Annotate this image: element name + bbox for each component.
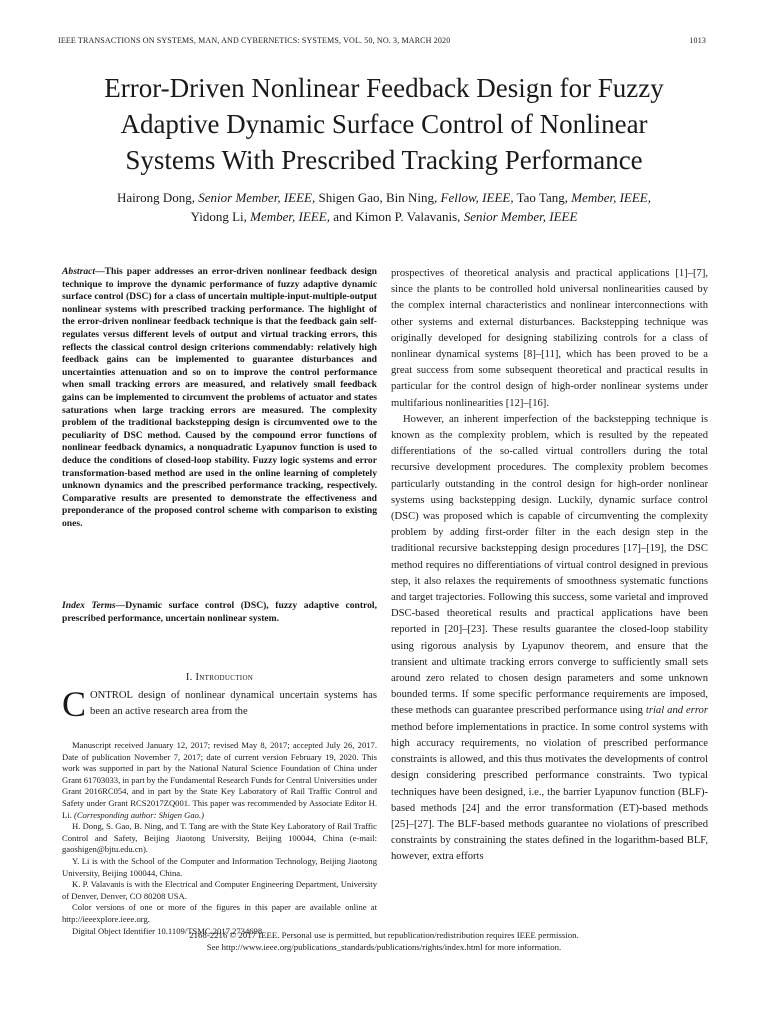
corresponding-author: (Corresponding author: Shigen Gao.) bbox=[73, 809, 204, 820]
author-list bbox=[30, 188, 738, 226]
author-role: Senior Member, IEEE bbox=[463, 209, 578, 224]
author-role: Fellow, IEEE, bbox=[440, 190, 514, 205]
intro-text: design of nonlinear dynamical uncertain systems has been an active research area from the bbox=[90, 690, 377, 717]
abstract-label: Abstract bbox=[62, 266, 96, 277]
author-role: Member, IEEE, bbox=[250, 209, 330, 224]
intro-caps: ONTROL bbox=[90, 690, 133, 701]
authors-line-2 bbox=[30, 207, 738, 226]
index-terms-text: —Dynamic surface control (DSC), fuzzy adaptive control, prescribed performance, uncertain nonlinear system. bbox=[62, 600, 377, 624]
right-paragraph-2: However, an inherent imperfection of the backstepping technique is known as the complexity problem, which is resulted by the repeated differentiations of the so-called virtual controllers during the total recursive development procedures. The complexity problem becomes particularly outstanding in the control design for high-order nonlinear systems using backstepping design. Luckily, dynamic surface control (DSC) was proposed which is capable of circumventing the complexity problem by adding first-order filter in the each design step in the traditional recursive backstepping design procedures [17]–[19], the DSC method requires no differentiations of virtual control designed in previous step, it also relaxes the requirements of smoothness systematic functions and target trajectories. Following this success, some varietal and improved DSC-based theoretical results and practical applications have been reported in [20]–[23]. These results guarantee the closed-loop stability using rigorous analysis by Lyapunov theorem, and ensure that the transient and ultimate tracking errors converge to sufficiently small sets around zero related to chosen design parameters and some unknown bounded terms. If some specific performance requirements are imposed, these methods can guarantee prescribed performance using trial and error method before implementations in practice. In some control systems with high accuracy requirements, no violation of prescribed performance constraints is allowed, and this thus motivates the developments of control design considering prescribed performance constraints. Two typical techniques have been designed, i.e., the barrier Lyapunov function (BLF)-based methods [24] and the error transformation (ET)-based methods [25]–[27]. The BLF-based methods guarantee no violations of prescribed constraints by constraining the states defined in the logarithm-based BLF, however, extra efforts bbox=[391, 413, 708, 863]
drop-cap: C bbox=[62, 684, 87, 724]
intro-paragraph bbox=[62, 684, 377, 724]
section-number: I. bbox=[185, 672, 193, 683]
copyright-line: 2168-2216 © 2017 IEEE. Personal use is permitted, but republication/redistribution requires IEEE permission. bbox=[189, 930, 579, 940]
footnote-color: Color versions of one or more of the figures in this paper are available online at http://ieeexplore.ieee.org. bbox=[62, 902, 377, 924]
author-tang: Tao Tang, bbox=[516, 190, 568, 205]
journal-name: IEEE TRANSACTIONS ON SYSTEMS, MAN, AND CYBERNETICS: SYSTEMS, VOL. 50, NO. 3, MARCH 2020 bbox=[58, 36, 451, 45]
index-terms bbox=[62, 600, 377, 625]
footnote-affiliation-3: K. P. Valavanis is with the Electrical and Computer Engineering Department, University of Denver, Denver, CO 80208 USA. bbox=[62, 879, 377, 901]
rights-link-line: See http://www.ieee.org/publications_standards/publications/rights/index.html for more information. bbox=[206, 941, 562, 952]
copyright-footer bbox=[0, 930, 768, 953]
right-paragraph-1: prospectives of theoretical analysis and practical applications [1]–[7], since the plants to be controlled hold universal nonlinearities caused by the complex internal characteristics and nonlinear interconnections with other systems and external disturbances. Backstepping technique was originally developed for designing stabilizing controls for a class of nonlinear dynamical systems [8]–[11], which has been proved to be a great success from some subsequent theoretical and practical results in particular for the control design of high-order nonlinear systems under multifarious nonlinearities [12]–[16]. bbox=[391, 268, 708, 409]
title-line-1: Error-Driven Nonlinear Feedback Design for Fuzzy bbox=[104, 73, 664, 103]
emphasis-trial-and-error: trial and error bbox=[645, 705, 708, 717]
page-number: 1013 bbox=[689, 36, 706, 45]
paper-title bbox=[30, 70, 738, 178]
author-role: Senior Member, IEEE, bbox=[198, 190, 316, 205]
footnote-doi: Digital Object Identifier 10.1109/TSMC.2017.2734698 bbox=[72, 925, 263, 936]
title-line-3: Systems With Prescribed Tracking Performance bbox=[125, 145, 643, 175]
author-valavanis: and Kimon P. Valavanis, bbox=[333, 209, 461, 224]
section-heading bbox=[62, 672, 377, 683]
footnotes bbox=[62, 740, 377, 937]
author-dong: Hairong Dong, bbox=[117, 190, 195, 205]
section-title: Introduction bbox=[195, 672, 254, 683]
right-column bbox=[391, 266, 708, 866]
footnote-affiliation-1: H. Dong, S. Gao, B. Ning, and T. Tang are with the State Key Laboratory of Rail Traffic Control and Safety, Beijing Jiaotong University, Beijing 100044, China (e-mail: gaoshigen@bjtu.edu.cn). bbox=[62, 821, 377, 855]
abstract bbox=[62, 266, 377, 530]
author-li: Yidong Li, bbox=[190, 209, 247, 224]
index-terms-label: Index Terms bbox=[62, 600, 116, 611]
title-line-2: Adaptive Dynamic Surface Control of Nonlinear bbox=[120, 109, 648, 139]
author-role: Member, IEEE, bbox=[571, 190, 651, 205]
running-header bbox=[58, 36, 706, 45]
authors-line-1 bbox=[30, 188, 738, 207]
author-gao-ning: Shigen Gao, Bin Ning, bbox=[318, 190, 438, 205]
abstract-text: —This paper addresses an error-driven nonlinear feedback design technique to improve the dynamic performance of fuzzy adaptive dynamic surface control (DSC) for a class of uncertain multiple-input-multiple-output nonlinear systems with prescribed tracking performance. The highlight of the error-driven nonlinear feedback technique is that the feedback gain self-regulates versus different levels of output and virtual tracking errors, this reflects the classical control design criterions commendably: relatively high feedback gains can be implemented to guarantee disturbances and uncertainties attenuation and so on to improve the control performance when small tracking errors are measured, and relatively small feedback gains can be implemented to circumvent the problems of actuator and states saturations when large tracking errors are measured. The complexity problem of the traditional backstepping design is circumvented owe to the peculiarity of DSC method. Caused by the compound error functions of nonlinear feedback dynamics, a nonquadratic Lyapunov function is used to deduce the conditions of closed-loop stability. Fuzzy logic systems and error transformation-based method are used in the online learning of completely unknown dynamics and the prescribed performance tracking, respectively. Comparative results are presented to demonstrate the effectiveness and preponderance of the proposed control scheme with comparison to existing ones. bbox=[62, 266, 377, 529]
footnote-manuscript: Manuscript received January 12, 2017; revised May 8, 2017; accepted July 26, 2017. Date of publication November 7, 2017; date of current version February 19, 2020. This work was supported in part by the National Natural Science Foundation of China under Grant 61703033, in part by the Fundamental Research Funds for Central Universities under Grant 2016RC054, and in part by the State Key Laboratory of Rail Traffic Control and Safety under Grant RCS2017ZQ001. This paper was recommended by Associate Editor H. Li. (Corresponding author: Shigen Gao.) bbox=[62, 740, 377, 820]
footnote-affiliation-2: Y. Li is with the School of the Computer and Information Technology, Beijing Jiaotong University, Beijing 100044, China. bbox=[62, 855, 377, 878]
